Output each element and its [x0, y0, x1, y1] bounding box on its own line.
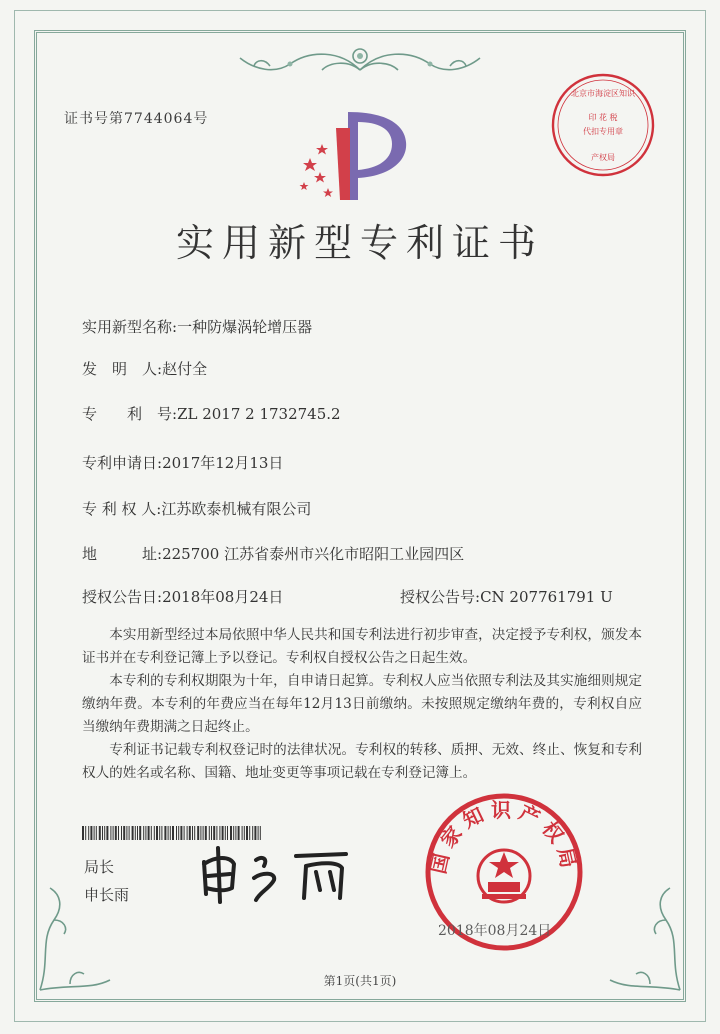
field-label: 专 利 权 人:	[82, 500, 162, 518]
tax-stamp-seal	[548, 70, 658, 180]
top-ornament	[230, 40, 490, 84]
svg-text:代扣专用章: 代扣专用章	[583, 127, 623, 136]
paragraph: 本专利的专利权期限为十年，自申请日起算。专利权人应当依照专利法及其实施细则规定缴纳年费。本专利的年费应当在每年12月13日前缴纳。未按照规定缴纳年费的，专利权自应当缴纳年费期满之日起终止。	[82, 673, 642, 735]
svg-text:北京市海淀区知识: 北京市海淀区知识	[571, 89, 635, 98]
address-row	[82, 543, 464, 564]
utility-model-name-row	[82, 316, 312, 337]
grant-number-row	[400, 586, 613, 607]
patent-number-row	[82, 403, 341, 424]
field-label: 专 利 号:	[82, 405, 178, 423]
certificate-body	[82, 624, 642, 785]
field-label: 授权公告日:	[82, 588, 163, 606]
handwritten-signature	[196, 842, 366, 908]
signatory-title: 局长	[84, 858, 115, 876]
cnipa-emblem-icon	[296, 108, 414, 208]
grant-date-row	[82, 586, 283, 607]
grant-number: CN 207761791 U	[480, 588, 613, 606]
svg-text:印 花 税: 印 花 税	[588, 113, 618, 122]
patentee-row	[82, 498, 311, 519]
patent-number: ZL 2017 2 1732745.2	[177, 405, 341, 423]
page-number: 第1页(共1页)	[323, 974, 397, 988]
field-label: 地 址:	[82, 545, 163, 563]
field-label: 发 明 人:	[82, 360, 163, 378]
field-label: 授权公告号:	[400, 588, 481, 606]
paragraph: 本实用新型经过本局依照中华人民共和国专利法进行初步审查，决定授予专利权，颁发本证书并在专利登记簿上予以登记。专利权自授权公告之日起生效。	[82, 627, 642, 666]
certificate-number: 证书号第7744064号	[64, 111, 209, 127]
seal-date: 2018年08月24日	[438, 923, 552, 939]
inventor-row	[82, 358, 207, 379]
address: 225700 江苏省泰州市兴化市昭阳工业园四区	[162, 545, 465, 563]
svg-text:产权局: 产权局	[591, 153, 615, 162]
grant-date: 2018年08月24日	[162, 588, 284, 606]
certificate-title: 实用新型专利证书	[175, 221, 544, 265]
signatory-name: 申长雨	[84, 886, 130, 904]
field-label: 实用新型名称:	[82, 318, 178, 336]
utility-model-name: 一种防爆涡轮增压器	[177, 318, 313, 336]
barcode	[82, 826, 262, 840]
inventor: 赵付全	[162, 360, 208, 378]
seal-text: 国家知识产权局	[426, 797, 582, 876]
field-label: 专利申请日:	[82, 454, 163, 472]
paragraph: 专利证书记载专利权登记时的法律状况。专利权的转移、质押、无效、终止、恢复和专利权人的姓名或名称、国籍、地址变更等事项记载在专利登记簿上。	[82, 742, 642, 781]
patentee: 江苏欧泰机械有限公司	[161, 500, 312, 518]
filing-date: 2017年12月13日	[162, 454, 284, 472]
filing-date-row	[82, 452, 283, 473]
